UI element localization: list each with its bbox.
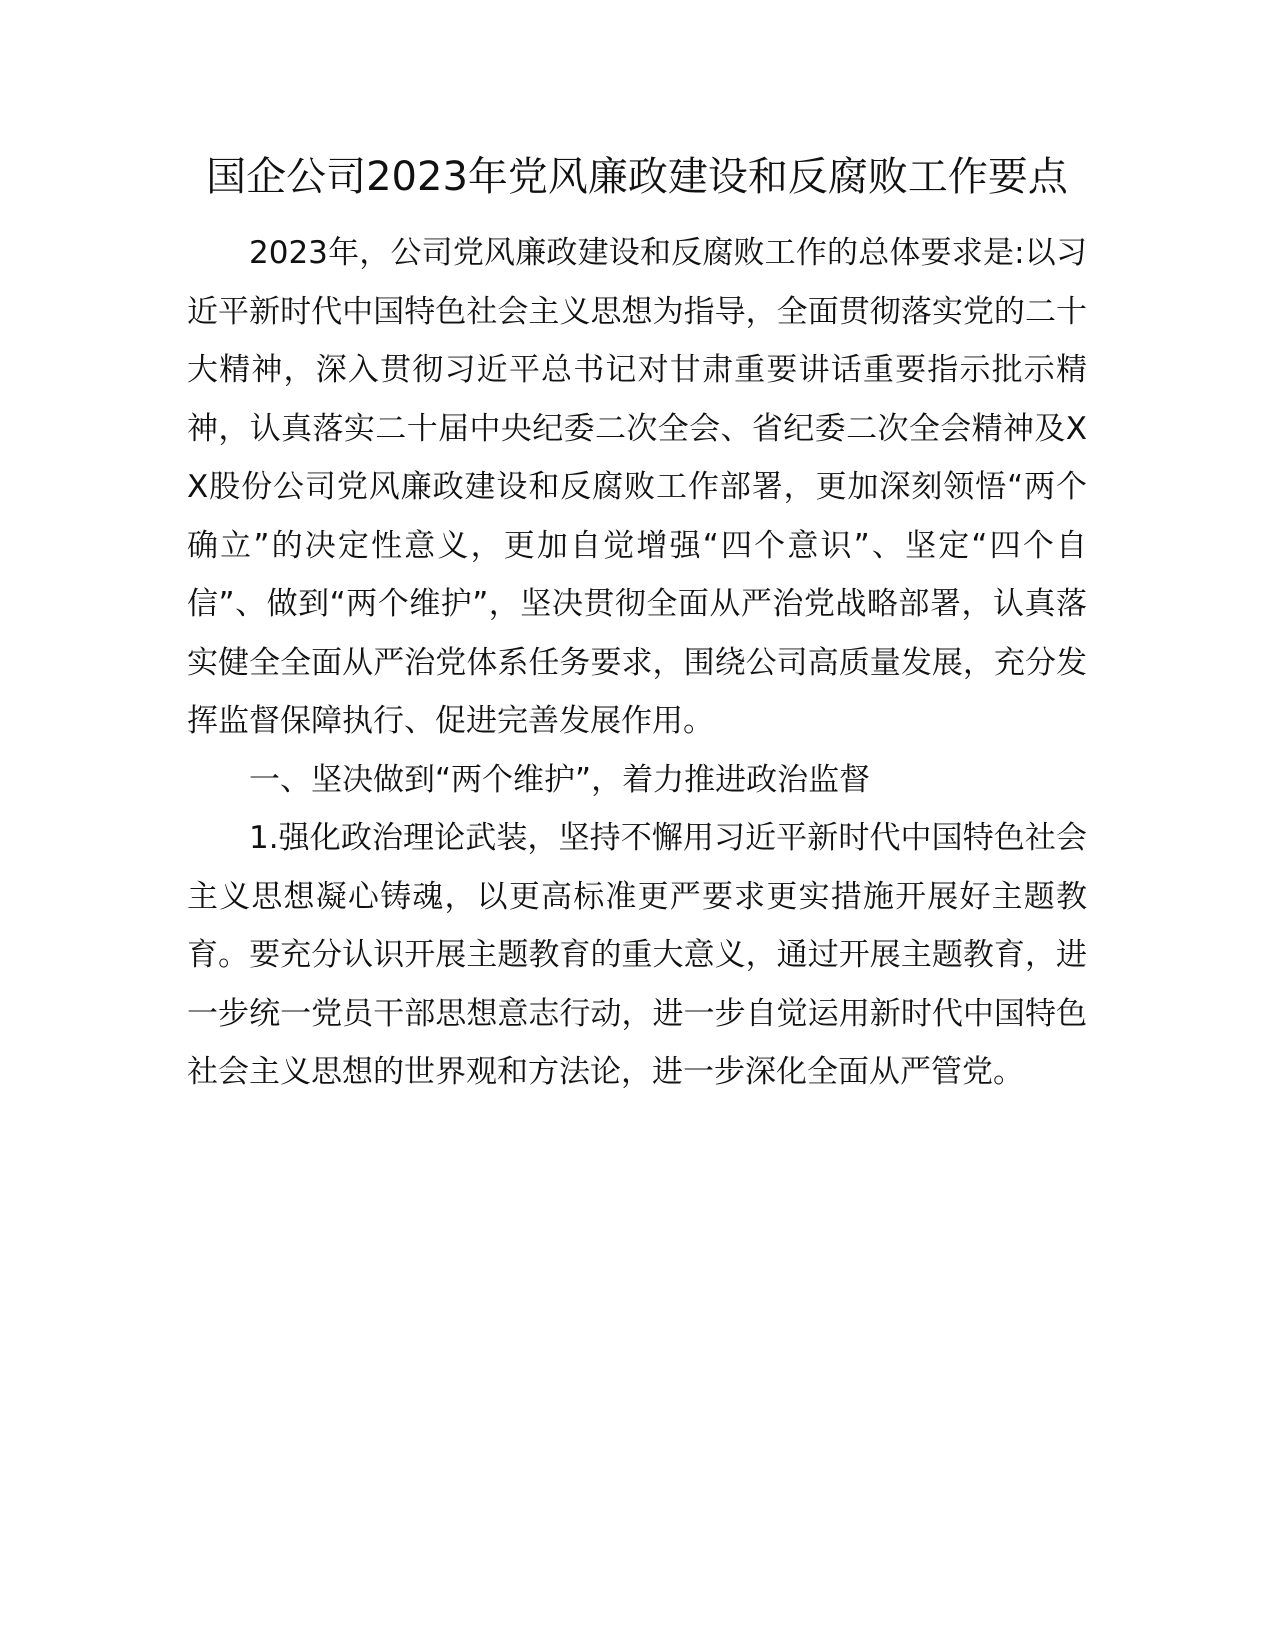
- section-heading-1: 一、坚决做到“两个维护”，着力推进政治监督: [249, 761, 871, 798]
- document-title: 国企公司2023年党风廉政建设和反腐败工作要点: [206, 154, 1068, 200]
- item-paragraph-1: 1.强化政治理论武装，坚持不懈用习近平新时代中国特色社会主义思想凝心铸魂，以更高标准更严要求更实措施开展好主题教育。要充分认识开展主题教育的重大意义，通过开展主题教育，进一步统一党员干部思想意志行动，进一步自觉运用新时代中国特色社会主义思想的世界观和方法论，进一步深化全面从严管党。: [187, 820, 1087, 1090]
- document-body: [187, 146, 1087, 1102]
- intro-paragraph: 2023年，公司党风廉政建设和反腐败工作的总体要求是:以习近平新时代中国特色社会主义思想为指导，全面贯彻落实党的二十大精神，深入贯彻习近平总书记对甘肃重要讲话重要指示批示精神，认真落实二十届中央纪委二次全会、省纪委二次全会精神及XX股份公司党风廉政建设和反腐败工作部署，更加深刻领悟“两个确立”的决定性意义，更加自觉增强“四个意识”、坚定“四个自信”、做到“两个维护”，坚决贯彻全面从严治党战略部署，认真落实健全全面从严治党体系任务要求，围绕公司高质量发展，充分发挥监督保障执行、促进完善发展作用。: [187, 235, 1087, 739]
